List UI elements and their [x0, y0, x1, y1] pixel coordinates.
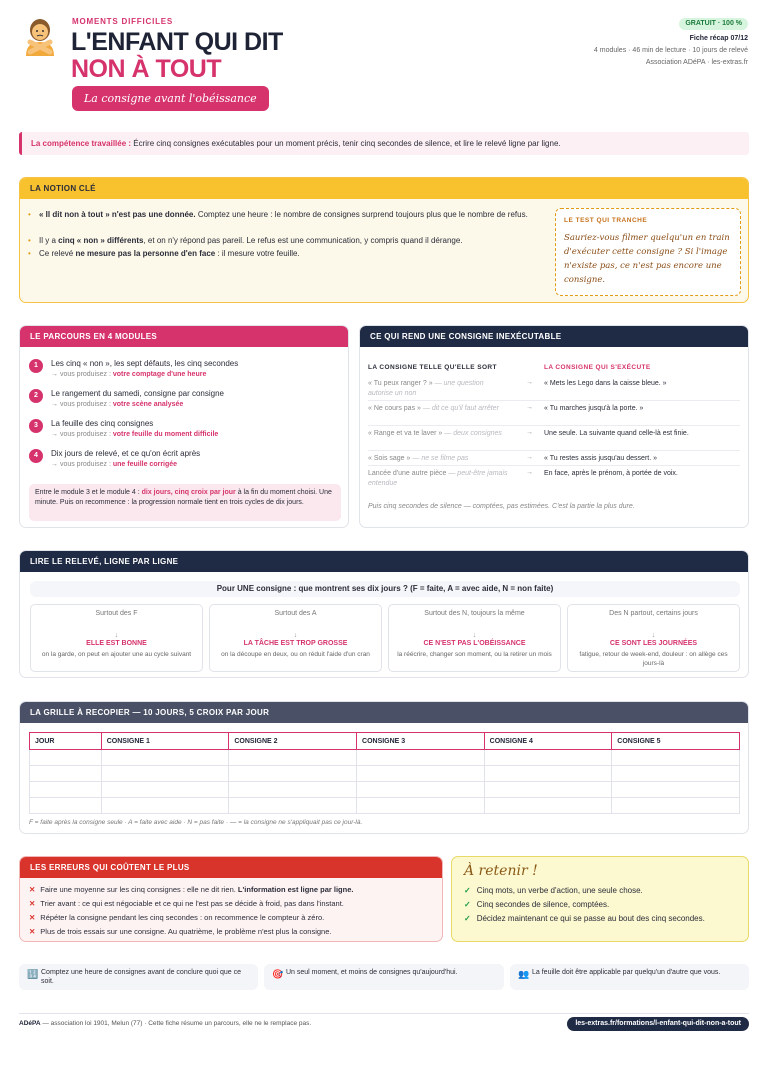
- grid-row: [30, 766, 740, 782]
- note-pre: Entre le module 3 et le module 4 :: [35, 489, 140, 496]
- box-verdict: CE N'EST PAS L'OBÉISSANCE: [423, 640, 526, 647]
- module-number: 4: [29, 449, 43, 463]
- grid-cell: [484, 798, 612, 814]
- grid-header: CONSIGNE 1: [101, 733, 229, 750]
- arrow-icon: →: [526, 454, 533, 461]
- grid-header: CONSIGNE 3: [357, 733, 485, 750]
- box-action: la réécrire, changer son moment, ou la retirer un mois: [397, 651, 552, 658]
- notion-b1-strong: « Il dit non à tout » n'est pas une donnée.: [39, 210, 196, 219]
- grille-legend: F = faite après la consigne seule · A = faite avec aide · N = pas faite · — = la consigne ne s'appliquait pas ce jour-là.: [29, 819, 363, 826]
- notion-title: LA NOTION CLÉ: [20, 178, 748, 199]
- table-row: [368, 452, 740, 466]
- bad-text: « Sois sage »: [368, 455, 411, 462]
- check-icon: ✓: [464, 886, 471, 895]
- error-strong: L'information est ligne par ligne.: [237, 885, 354, 894]
- module-output: [51, 370, 206, 380]
- grid-cell: [357, 750, 485, 766]
- notion-b3-pre: Ce relevé: [39, 249, 74, 258]
- tracking-grid: [29, 732, 740, 814]
- module-number: 2: [29, 389, 43, 403]
- header-meta: [594, 18, 748, 69]
- notion-bullet: [28, 208, 538, 221]
- table-row: [368, 467, 740, 496]
- retenir-text: Décidez maintenant ce qui se passe au bout des cinq secondes.: [476, 914, 705, 923]
- subtitle-pill: La consigne avant l'obéissance: [72, 86, 269, 111]
- grid-row: [30, 750, 740, 766]
- bad-why: — dit ce qu'il faut arrêter: [422, 405, 499, 412]
- tip-text: Comptez une heure de consignes avant de conclure quoi que ce soit.: [41, 969, 242, 985]
- module-output-value: votre feuille du moment difficile: [112, 431, 219, 438]
- grille-card: [19, 701, 749, 834]
- error-text: Plus de trois essais sur une consigne. Au quatrième, le problème n'est plus la consigne.: [40, 927, 332, 936]
- notion-b2-pre: Il y a: [39, 236, 56, 245]
- grid-cell: [484, 782, 612, 798]
- test-box: [555, 208, 741, 296]
- parcours-title: LE PARCOURS EN 4 MODULES: [20, 326, 348, 347]
- retenir-item: [464, 913, 705, 924]
- col-header-left: LA CONSIGNE TELLE QU'ELLE SORT: [368, 364, 497, 371]
- bad-text: « Ne cours pas »: [368, 405, 421, 412]
- reading-box: [209, 604, 382, 672]
- tip-card: [510, 964, 749, 990]
- notion-card: [19, 177, 749, 303]
- box-action: on la découpe en deux, ou on réduit l'aide d'un cran: [221, 651, 370, 658]
- good-consigne: « Mets les Lego dans la caisse bleue. »: [544, 380, 667, 387]
- module-title: La feuille des cinq consignes: [51, 419, 154, 428]
- grid-header-row: [30, 733, 740, 750]
- reading-box: [30, 604, 203, 672]
- bad-text: « Tu peux ranger ? »: [368, 380, 433, 387]
- bad-consigne: [368, 469, 508, 489]
- table-row: [368, 377, 740, 401]
- people-icon: 👥: [518, 969, 530, 979]
- error-item: [29, 926, 331, 937]
- inexecutable-card: [359, 325, 749, 528]
- retenir-text: Cinq mots, un verbe d'action, une seule chose.: [476, 886, 643, 895]
- bad-consigne: [368, 404, 508, 414]
- test-question: Sauriez-vous filmer quelqu'un en train d'exécuter cette consigne ? Si l'image n'existe pas, ce n'est pas encore une consigne.: [564, 233, 730, 285]
- person-gesturing-no-icon: [20, 16, 60, 56]
- retenir-item: [464, 899, 609, 910]
- org-info: Association ADéPA · les-extras.fr: [645, 59, 748, 66]
- module-title: Les cinq « non », les sept défauts, les cinq secondes: [51, 359, 239, 368]
- module-output-pre: → vous produisez :: [51, 371, 111, 378]
- tip-card: [264, 964, 504, 990]
- good-consigne: « Tu restes assis jusqu'au dessert. »: [544, 455, 658, 462]
- box-verdict: ELLE EST BONNE: [86, 640, 147, 647]
- module-output-value: votre comptage d'une heure: [112, 371, 207, 378]
- bad-text: Lancée d'une autre pièce: [368, 470, 447, 477]
- module-output: [51, 430, 218, 440]
- retenir-text: Cinq secondes de silence, comptées.: [476, 900, 610, 909]
- note-strong: dix jours, cinq croix par jour: [141, 489, 236, 496]
- down-arrow-icon: ↓: [651, 632, 656, 639]
- bad-why: — peut-être jamais entendue: [368, 470, 508, 487]
- module-output-pre: → vous produisez :: [51, 461, 111, 468]
- cross-icon: ✕: [29, 913, 36, 922]
- notion-b2-strong: cinq « non » différents: [58, 236, 144, 245]
- grid-cell: [357, 798, 485, 814]
- cross-icon: ✕: [29, 899, 36, 908]
- grille-title: LA GRILLE À RECOPIER — 10 JOURS, 5 CROIX PAR JOUR: [20, 702, 748, 723]
- bad-consigne: [368, 429, 508, 439]
- parcours-note: [29, 484, 341, 521]
- inexecutable-footer: Puis cinq secondes de silence — comptées, pas estimées. C'est la partie la plus dure.: [368, 503, 635, 510]
- error-item: [29, 912, 324, 923]
- grid-cell: [612, 782, 740, 798]
- module-output-pre: → vous produisez :: [51, 401, 111, 408]
- module-output-value: votre scène analysée: [112, 401, 184, 408]
- grid-cell: [30, 782, 102, 798]
- error-text: Répéter la consigne pendant les cinq secondes : on recommence le compteur à zéro.: [40, 913, 325, 922]
- retenir-title: À retenir !: [464, 863, 538, 879]
- grid-header: CONSIGNE 5: [612, 733, 740, 750]
- grid-cell: [30, 766, 102, 782]
- cross-icon: ✕: [29, 885, 36, 894]
- grid-cell: [229, 766, 357, 782]
- box-verdict: LA TÂCHE EST TROP GROSSE: [243, 640, 348, 647]
- module-number: 3: [29, 419, 43, 433]
- footer-text: — association loi 1901, Melun (77) · Cette fiche résume un parcours, elle ne le remplace pas.: [42, 1020, 312, 1027]
- grid-cell: [101, 766, 229, 782]
- grid-cell: [101, 798, 229, 814]
- note-post: à la fin du moment choisi. Une minute. Puis on recommence : la progression normale tient en trois cycles de dix jours.: [35, 489, 332, 506]
- grid-cell: [484, 750, 612, 766]
- footer-divider: [19, 1013, 749, 1014]
- arrow-icon: →: [526, 404, 533, 411]
- table-row: [368, 402, 740, 426]
- error-item: [29, 884, 353, 895]
- arrow-icon: →: [526, 429, 533, 436]
- lire-card: [19, 550, 749, 678]
- grid-cell: [484, 766, 612, 782]
- notion-b1-text: Comptez une heure : le nombre de consignes surprend toujours plus que le nombre de refus.: [197, 210, 528, 219]
- check-icon: ✓: [464, 914, 471, 923]
- title-line-2: NON À TOUT: [71, 55, 222, 83]
- footer-legal: [19, 1020, 311, 1027]
- grid-header: JOUR: [30, 733, 102, 750]
- grid-cell: [229, 750, 357, 766]
- grid-row: [30, 798, 740, 814]
- numbers-icon: 🔢: [27, 969, 39, 979]
- skill-label: La compétence travaillée :: [31, 139, 132, 148]
- grid-header: CONSIGNE 2: [229, 733, 357, 750]
- lire-question: Pour UNE consigne : que montrent ses dix jours ? (F = faite, A = avec aide, N = non faite): [30, 581, 740, 597]
- bad-why: — une question autorise un non: [368, 380, 484, 397]
- box-condition: Surtout des F: [95, 610, 138, 617]
- skill-banner: [19, 132, 749, 155]
- box-action: fatigue, retour de week-end, douleur : on allège ces jours-là: [579, 651, 728, 667]
- error-item: [29, 898, 344, 909]
- retenir-item: [464, 885, 643, 896]
- down-arrow-icon: ↓: [293, 632, 298, 639]
- module-title: Le rangement du samedi, consigne par consigne: [51, 389, 224, 398]
- grid-cell: [101, 750, 229, 766]
- grid-cell: [229, 798, 357, 814]
- box-verdict: CE SONT LES JOURNÉES: [609, 640, 698, 647]
- grid-cell: [612, 750, 740, 766]
- grid-cell: [30, 750, 102, 766]
- grid-cell: [357, 766, 485, 782]
- grid-cell: [357, 782, 485, 798]
- footer-url-link[interactable]: les-extras.fr/formations/l-enfant-qui-dit-non-a-tout: [567, 1017, 749, 1031]
- reading-box: [567, 604, 740, 672]
- reading-box: [388, 604, 561, 672]
- grid-cell: [612, 766, 740, 782]
- col-header-right: LA CONSIGNE QUI S'EXÉCUTE: [544, 364, 651, 371]
- arrow-icon: →: [526, 379, 533, 386]
- meta-info: 4 modules · 46 min de lecture · 10 jours de relevé: [593, 47, 748, 54]
- grid-cell: [30, 798, 102, 814]
- box-action: on la garde, on peut en ajouter une au cycle suivant: [41, 651, 192, 658]
- free-badge: GRATUIT · 100 %: [679, 18, 748, 30]
- cross-icon: ✕: [29, 927, 36, 936]
- box-condition: Surtout des N, toujours la même: [424, 610, 525, 617]
- title-line-1: L'ENFANT QUI DIT: [71, 28, 283, 56]
- retenir-card: [451, 856, 749, 942]
- error-text: Trier avant : ce qui est négociable et ce qui ne l'est pas se décide à froid, pas dans l'instant.: [40, 899, 344, 908]
- error-text: Faire une moyenne sur les cinq consignes : elle ne dit rien.: [40, 885, 236, 894]
- bad-consigne: [368, 454, 508, 464]
- erreurs-card: [19, 856, 443, 942]
- module-output: [51, 400, 183, 410]
- bad-text: « Range et va te laver »: [368, 430, 443, 437]
- good-consigne: « Tu marches jusqu'à la porte. »: [544, 405, 644, 412]
- notion-bullet: [28, 247, 538, 260]
- table-row: [368, 427, 740, 451]
- tip-card: [19, 964, 258, 990]
- grid-cell: [612, 798, 740, 814]
- grid-header: CONSIGNE 4: [484, 733, 612, 750]
- module-number: 1: [29, 359, 43, 373]
- fiche-number: Fiche récap 07/12: [689, 35, 748, 42]
- tip-text: Un seul moment, et moins de consignes qu'aujourd'hui.: [286, 969, 458, 976]
- target-icon: 🎯: [272, 969, 284, 979]
- erreurs-title: LES ERREURS QUI COÛTENT LE PLUS: [20, 857, 442, 878]
- grid-cell: [101, 782, 229, 798]
- box-condition: Surtout des A: [274, 610, 317, 617]
- notion-b3-text: : il mesure votre feuille.: [217, 249, 300, 258]
- check-icon: ✓: [464, 900, 471, 909]
- tip-text: La feuille doit être applicable par quelqu'un d'autre que vous.: [532, 969, 721, 976]
- page-header: [20, 14, 748, 114]
- module-output-pre: → vous produisez :: [51, 431, 111, 438]
- skill-text: Écrire cinq consignes exécutables pour un moment précis, tenir cinq secondes de silence, et lire le relevé ligne par ligne.: [133, 139, 561, 148]
- footer-org: ADéPA: [19, 1020, 41, 1027]
- down-arrow-icon: ↓: [472, 632, 477, 639]
- grid-cell: [229, 782, 357, 798]
- test-label: LE TEST QUI TRANCHE: [564, 217, 648, 224]
- bad-why: — ne se filme pas: [412, 455, 469, 462]
- arrow-icon: →: [526, 469, 533, 476]
- inexecutable-title: CE QUI REND UNE CONSIGNE INEXÉCUTABLE: [360, 326, 748, 347]
- module-output-value: une feuille corrigée: [112, 461, 178, 468]
- module-title: Dix jours de relevé, et ce qu'on écrit après: [51, 449, 201, 458]
- notion-b3-strong: ne mesure pas la personne d'en face: [75, 249, 216, 258]
- kicker: MOMENTS DIFFICILES: [72, 17, 174, 26]
- good-consigne: En face, après le prénom, à portée de voix.: [544, 470, 678, 477]
- bad-consigne: [368, 379, 508, 399]
- good-consigne: Une seule. La suivante quand celle-là est finie.: [544, 430, 689, 437]
- notion-bullet: [28, 234, 538, 247]
- grid-row: [30, 782, 740, 798]
- parcours-card: [19, 325, 349, 528]
- module-output: [51, 460, 177, 470]
- notion-b2-text: , et on n'y répond pas pareil. Le refus est une communication, y compris quand il dérange.: [143, 236, 463, 245]
- lire-title: LIRE LE RELEVÉ, LIGNE PAR LIGNE: [20, 551, 748, 572]
- bad-why: — deux consignes: [444, 430, 502, 437]
- down-arrow-icon: ↓: [114, 632, 119, 639]
- box-condition: Des N partout, certains jours: [609, 610, 698, 617]
